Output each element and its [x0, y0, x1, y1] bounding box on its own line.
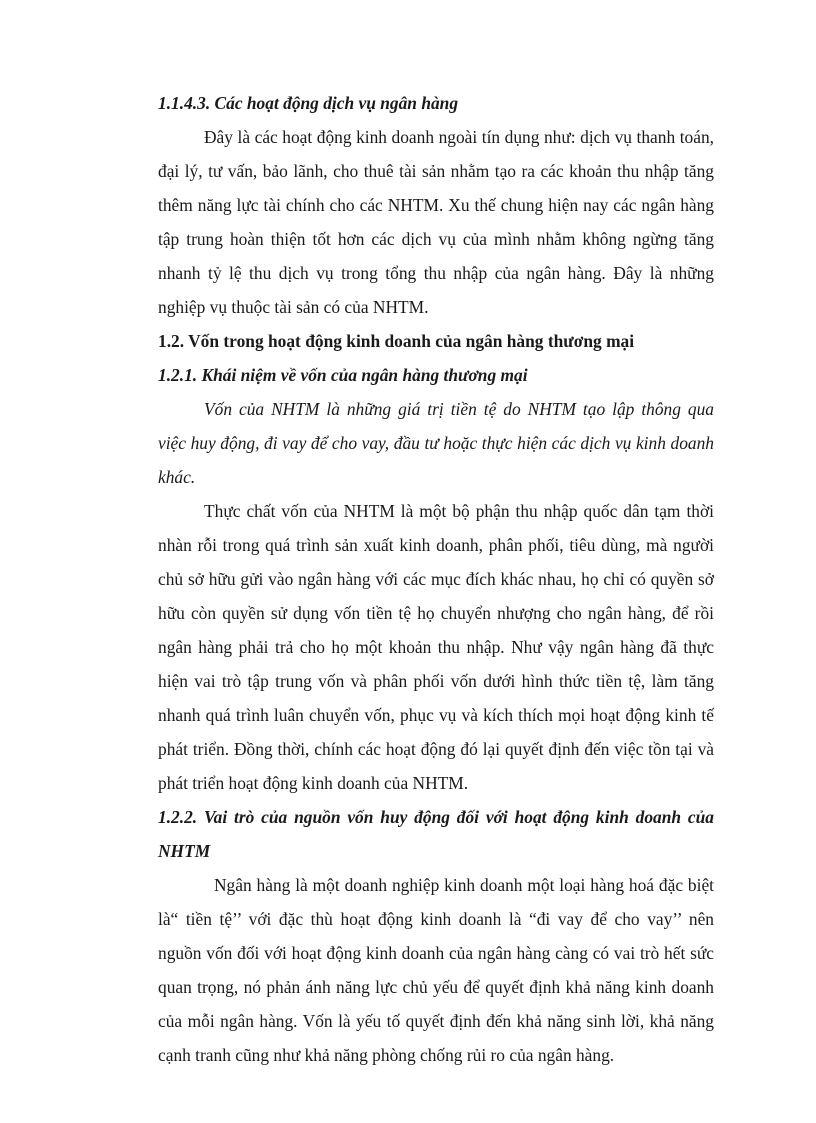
paragraph-line: nhanh quá trình luân chuyển vốn, phục vụ và kích thích mọi hoạt động kinh tế: [158, 705, 714, 725]
heading-1-2: 1.2. Vốn trong hoạt động kinh doanh của ngân hàng thương mại: [158, 331, 635, 351]
paragraph-line: chủ sở hữu gửi vào ngân hàng với các mục đích khác nhau, họ chỉ có quyền sở: [158, 569, 714, 589]
paragraph-line: là“ tiền tệ’’ với đặc thù hoạt động kinh doanh là “đi vay để cho vay’’ nên: [158, 909, 714, 929]
paragraph-line: nghiệp vụ thuộc tài sản có của NHTM.: [158, 297, 429, 317]
paragraph-line: Ngân hàng là một doanh nghiệp kinh doanh một loại hàng hoá đặc biệt: [214, 875, 714, 895]
paragraph-line: đại lý, tư vấn, bảo lãnh, cho thuê tài sản nhằm tạo ra các khoản thu nhập tăng: [158, 161, 714, 181]
heading-1-1-4-3: 1.1.4.3. Các hoạt động dịch vụ ngân hàng: [158, 93, 459, 113]
heading-1-2-2-cont: NHTM: [158, 841, 211, 861]
paragraph-line: ngân hàng phải trả cho họ một khoản thu nhập. Như vậy ngân hàng đã thực: [158, 637, 714, 657]
paragraph-line: nhàn rỗi trong quá trình sản xuất kinh doanh, phân phối, tiêu dùng, mà người: [158, 535, 714, 555]
paragraph-line: hữu còn quyền sử dụng vốn tiền tệ họ chuyển nhượng cho ngân hàng, để rồi: [158, 603, 714, 623]
heading-1-2-1: 1.2.1. Khái niệm về vốn của ngân hàng thương mại: [158, 365, 528, 385]
paragraph-line: nhanh tỷ lệ thu dịch vụ trong tổng thu nhập của ngân hàng. Đây là những: [158, 263, 714, 283]
definition-line: việc huy động, đi vay để cho vay, đầu tư hoặc thực hiện các dịch vụ kinh doanh: [158, 433, 714, 453]
paragraph-line: cạnh tranh cũng như khả năng phòng chống rủi ro của ngân hàng.: [158, 1045, 615, 1065]
paragraph-line: phát triển hoạt động kinh doanh của NHTM.: [158, 773, 469, 793]
paragraph-line: nguồn vốn đối với hoạt động kinh doanh của ngân hàng càng có vai trò hết sức: [158, 943, 714, 963]
paragraph-line: quan trọng, nó phản ánh năng lực chủ yếu để quyết định khả năng kinh doanh: [158, 977, 714, 997]
definition-line: Vốn của NHTM là những giá trị tiền tệ do NHTM tạo lập thông qua: [204, 399, 714, 419]
paragraph-line: Thực chất vốn của NHTM là một bộ phận thu nhập quốc dân tạm thời: [204, 501, 714, 521]
paragraph-line: tập trung hoàn thiện tốt hơn các dịch vụ của mình nhằm không ngừng tăng: [158, 229, 714, 249]
paragraph-line: Đây là các hoạt động kinh doanh ngoài tín dụng như: dịch vụ thanh toán,: [204, 127, 714, 147]
paragraph-line: phát triển. Đồng thời, chính các hoạt động đó lại quyết định đến việc tồn tại và: [158, 739, 714, 759]
paragraph-line: thêm năng lực tài chính cho các NHTM. Xu thế chung hiện nay các ngân hàng: [158, 195, 714, 215]
definition-line: khác.: [158, 467, 196, 487]
paragraph-line: hiện vai trò tập trung vốn và phân phối vốn dưới hình thức tiền tệ, làm tăng: [158, 671, 714, 691]
paragraph-line: của mỗi ngân hàng. Vốn là yếu tố quyết định đến khả năng sinh lời, khả năng: [158, 1011, 714, 1031]
heading-1-2-2: 1.2.2. Vai trò của nguồn vốn huy động đối với hoạt động kinh doanh của: [158, 807, 714, 827]
